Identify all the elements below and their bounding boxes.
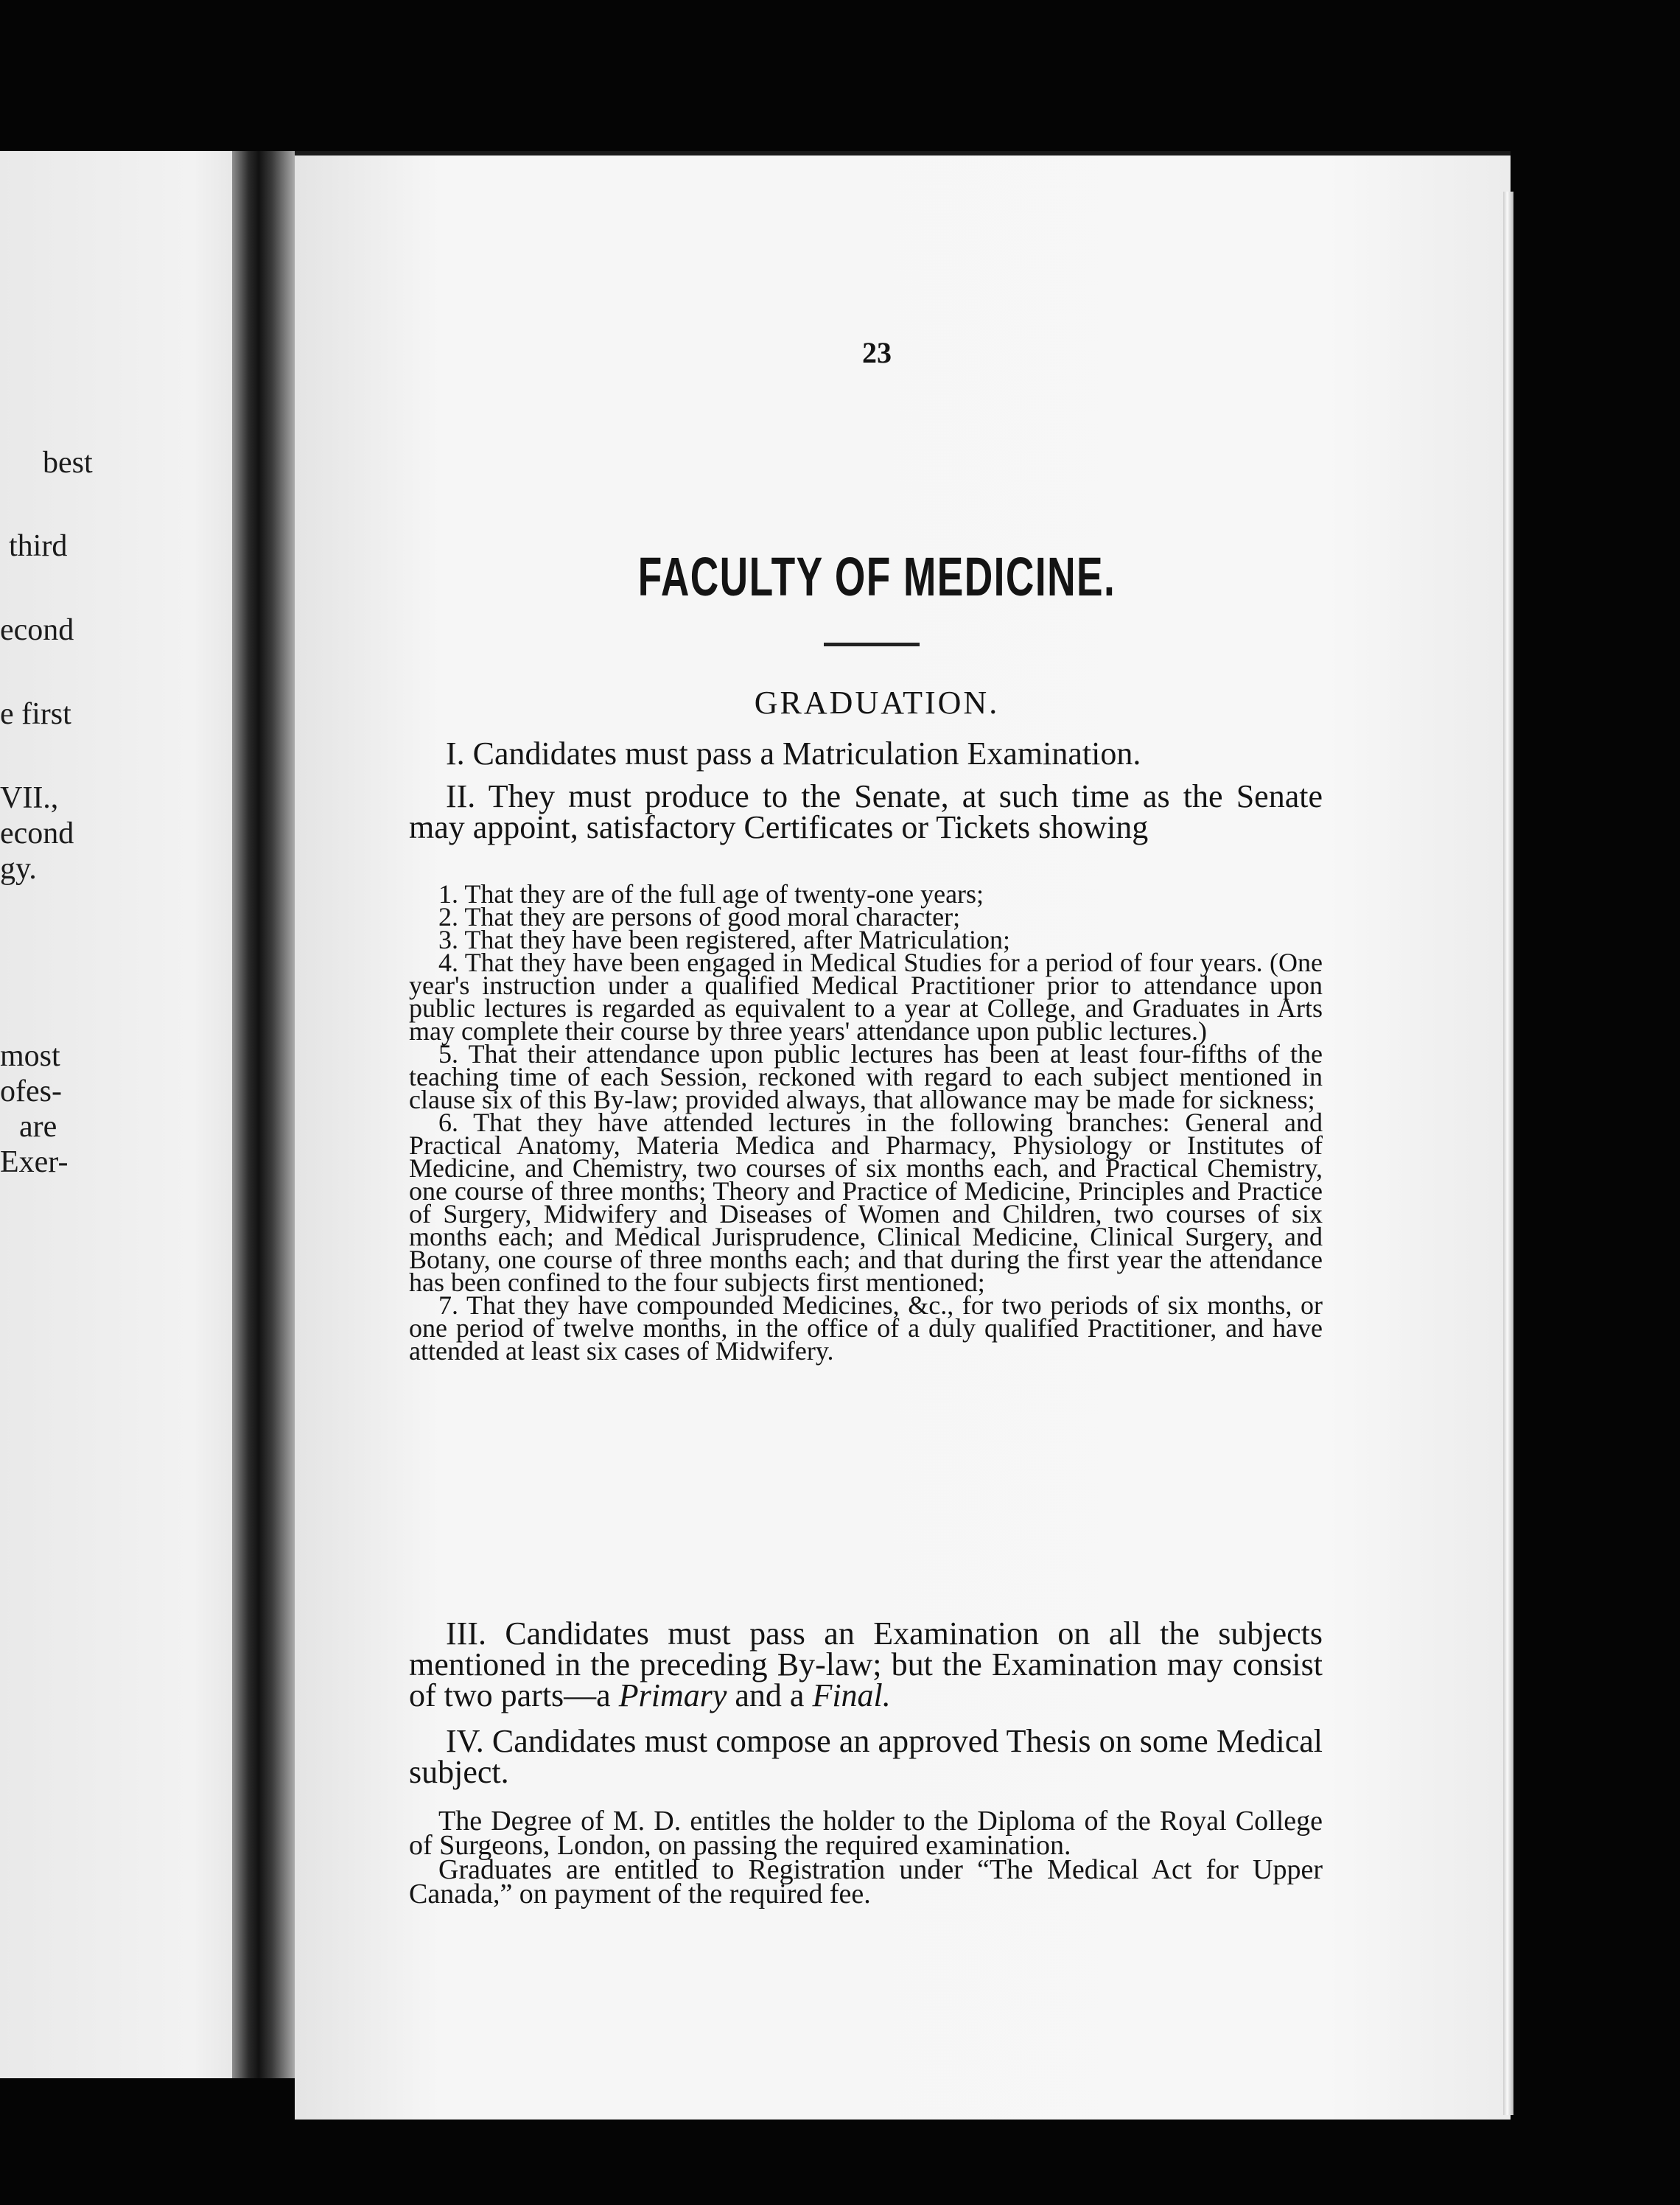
section-heading: GRADUATION. — [754, 685, 1000, 721]
left-fragment: are — [19, 1110, 57, 1144]
left-fragment: gy. — [0, 852, 37, 886]
list-item: 5. That their attendance upon public lectures has been at least four-fifths of the teaching time of each Session, reckoned with regard to each subject mentioned in clause six of this By-law; provided always, that allowance may be made for sickness; — [409, 1039, 1323, 1114]
bylaw-4-text: IV. Candidates must compose an approved Thesis on some Medical subject. — [409, 1723, 1323, 1790]
left-fragment: econd — [0, 613, 74, 647]
final-term: Final. — [812, 1677, 891, 1713]
bylaw-1 — [409, 735, 1323, 772]
title-rule — [824, 643, 920, 646]
notes — [409, 1806, 1323, 1909]
left-fragment: third — [9, 529, 68, 563]
list-item: 2. That they are persons of good moral character; — [438, 902, 961, 932]
left-fragment: e first — [0, 697, 71, 731]
primary-term: Primary — [618, 1677, 727, 1713]
left-fragment: VII., — [0, 781, 59, 815]
list-item: 7. That they have compounded Medicines, &c., for two periods of six months, or one period of twelve months, in the office of a duly qualified Practitioner, and have attended at least six cases of Midwifery. — [409, 1290, 1323, 1366]
note-text: The Degree of M. D. entitles the holder to the Diploma of the Royal College of Surgeons, London, on passing the required examination. — [409, 1806, 1323, 1861]
bylaw-4 — [409, 1723, 1323, 1790]
page-title: FACULTY OF MEDICINE. — [637, 546, 1116, 607]
left-fragment: Exer- — [0, 1145, 69, 1179]
left-fragment: most — [0, 1039, 60, 1073]
bylaw-3-and: and a — [727, 1677, 813, 1713]
bylaw-2 — [409, 778, 1323, 845]
bylaw-1-text: I. Candidates must pass a Matriculation Examination. — [446, 735, 1141, 772]
list-item: 3. That they have been registered, after Matriculation; — [438, 925, 1011, 954]
bylaw-3-text — [409, 1615, 1323, 1713]
book-gutter — [232, 151, 298, 2078]
bylaw-3-main: III. Candidates must pass an Examination on all the subjects mentioned in the preceding By-law; but the Examination may consist of two parts—a — [409, 1615, 1323, 1713]
list-item: 4. That they have been engaged in Medical Studies for a period of four years. (One year's instruction under a qualified Medical Practitioner prior to attendance upon public lectures is regarded as equivalent to a year at College, and Graduates in Arts may complete their course by three years' attendance upon public lectures.) — [409, 948, 1323, 1046]
left-fragment: econd — [0, 817, 74, 850]
bylaw-3 — [409, 1615, 1323, 1713]
list-item: 1. That they are of the full age of twenty-one years; — [438, 879, 984, 909]
list-item: 6. That they have attended lectures in the following branches: General and Practical Anatomy, Materia Medica and Pharmacy, Physiology or Institutes of Medicine, and Chemistry, two courses of six months each, and Practical Chemistry, one course of three months; Theory and Practice of Medicine, Principles and Practice of Surgery, Midwifery and Diseases of Women and Children, two courses of six months each; and Medical Jurisprudence, Clinical Medicine, Clinical Surgery, and Botany, one course of three months each; and that during the first year the attendance has been confined to the four subjects first mentioned; — [409, 1108, 1323, 1297]
page-edge — [1503, 192, 1513, 2115]
left-fragment: best — [43, 446, 93, 480]
note-text: Graduates are entitled to Registration under “The Medical Act for Upper Canada,” on payment of the required fee. — [409, 1854, 1323, 1909]
requirements-list — [409, 879, 1323, 1366]
bylaw-2-text: II. They must produce to the Senate, at such time as the Senate may appoint, satisfactory Certificates or Tickets showing — [409, 778, 1323, 845]
page-number: 23 — [862, 336, 892, 369]
left-fragment: ofes- — [0, 1074, 62, 1108]
